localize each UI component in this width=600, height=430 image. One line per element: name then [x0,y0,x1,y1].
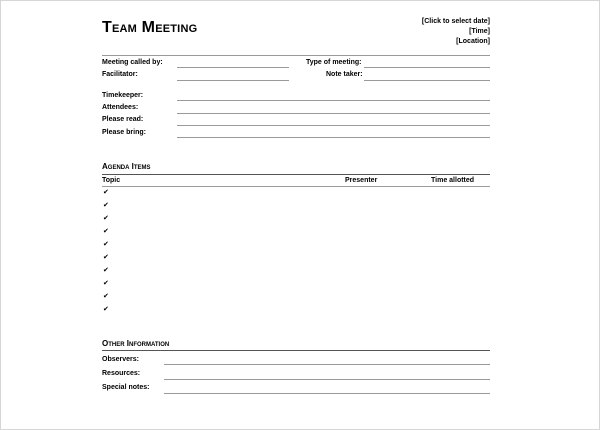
resources-label: Resources: [102,370,141,377]
check-icon: ✔ [103,267,109,274]
observers-line[interactable] [164,364,490,365]
location-field[interactable]: [Location] [456,38,490,45]
agenda-heading: Agenda Items [102,162,151,171]
attendees-label: Attendees: [102,104,139,111]
header-divider [102,55,490,56]
resources-line[interactable] [164,379,490,380]
presenter-column-header: Presenter [345,177,378,184]
check-icon: ✔ [103,215,109,222]
other-info-heading: Other Information [102,339,170,348]
time-field[interactable]: [Time] [469,28,490,35]
agenda-column-divider [102,186,490,187]
please-bring-label: Please bring: [102,129,146,136]
check-icon: ✔ [103,293,109,300]
special-notes-line[interactable] [164,393,490,394]
timekeeper-line[interactable] [177,100,490,101]
called-by-line[interactable] [177,67,289,68]
please-read-line[interactable] [177,125,490,126]
agenda-divider [102,174,490,175]
page-title: Team Meeting [102,19,198,36]
meeting-type-line[interactable] [364,67,490,68]
observers-label: Observers: [102,356,139,363]
facilitator-label: Facilitator: [102,71,138,78]
check-icon: ✔ [103,241,109,248]
note-taker-line[interactable] [364,80,490,81]
check-icon: ✔ [103,189,109,196]
date-field[interactable]: [Click to select date] [421,18,490,25]
check-icon: ✔ [103,306,109,313]
special-notes-label: Special notes: [102,384,150,391]
check-icon: ✔ [103,202,109,209]
please-read-label: Please read: [102,116,144,123]
check-icon: ✔ [103,254,109,261]
timekeeper-label: Timekeeper: [102,92,144,99]
attendees-line[interactable] [177,113,490,114]
time-allotted-column-header: Time allotted [431,177,475,184]
note-taker-label: Note taker: [326,71,363,78]
please-bring-line[interactable] [177,137,490,138]
called-by-label: Meeting called by: [102,59,163,66]
other-info-divider [102,350,490,351]
facilitator-line[interactable] [177,80,289,81]
check-icon: ✔ [103,228,109,235]
meeting-type-label: Type of meeting: [306,59,362,66]
topic-column-header: Topic [102,177,121,184]
check-icon: ✔ [103,280,109,287]
